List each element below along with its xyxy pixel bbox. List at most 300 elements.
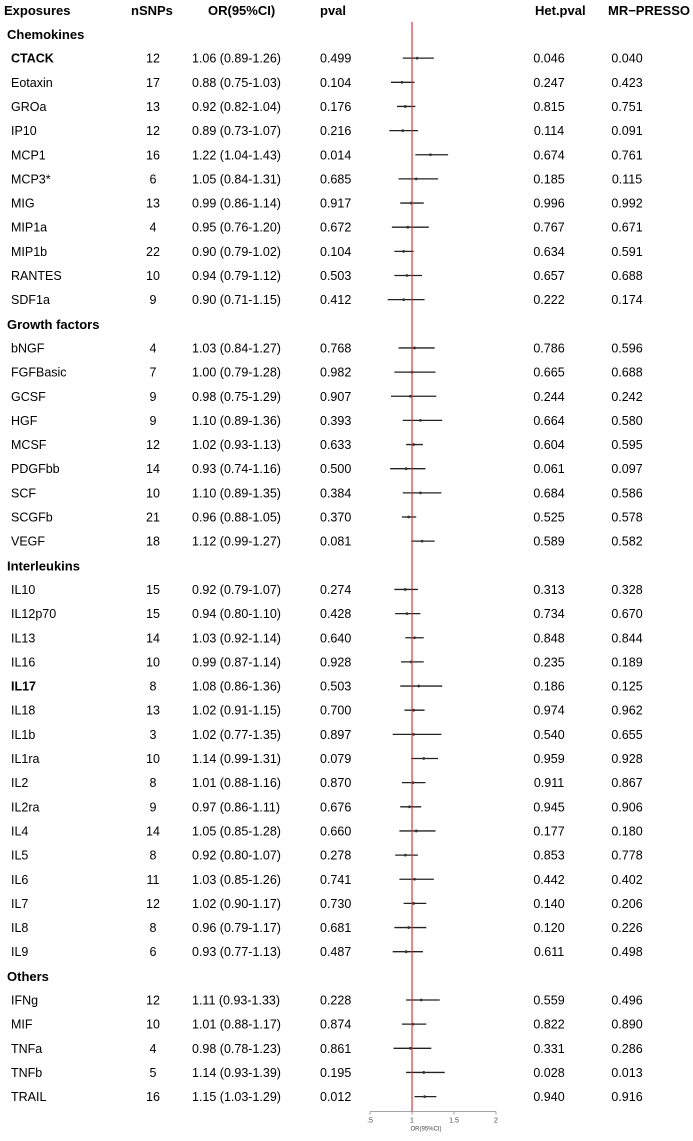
or-ci-value: 1.01 (0.88-1.17) [192, 1017, 281, 1032]
group-title: Others [7, 968, 49, 984]
point-estimate [429, 153, 432, 156]
pval-value: 0.176 [320, 99, 352, 114]
pval-value: 0.274 [320, 582, 352, 597]
het-pval-value: 0.185 [533, 172, 565, 187]
pval-value: 0.700 [320, 703, 352, 718]
or-ci-value: 1.22 (1.04-1.43) [192, 148, 281, 163]
exposure-label: CTACK [11, 51, 54, 66]
mr-presso-value: 0.226 [611, 921, 643, 936]
nsnps-value: 9 [149, 293, 157, 308]
exposure-label: IP10 [11, 124, 37, 139]
table-row [11, 172, 642, 186]
nsnps-value: 8 [149, 776, 157, 791]
or-ci-value: 0.98 (0.75-1.29) [192, 389, 281, 404]
table-row [11, 414, 643, 428]
point-estimate [415, 830, 418, 833]
het-pval-value: 0.657 [533, 269, 565, 283]
het-pval-value: 0.186 [533, 679, 565, 694]
or-ci-value: 0.97 (0.86-1.11) [192, 800, 281, 815]
table-row [11, 462, 643, 476]
nsnps-value: 13 [146, 196, 160, 211]
exposure-label: IL1b [11, 727, 36, 742]
group-title: Growth factors [7, 316, 100, 332]
point-estimate [421, 540, 424, 543]
nsnps-value: 12 [146, 896, 160, 911]
mr-presso-value: 0.189 [611, 655, 643, 670]
or-ci-value: 0.89 (0.73-1.07) [192, 124, 281, 139]
het-pval-value: 0.120 [533, 921, 565, 936]
het-pval-value: 0.442 [533, 872, 565, 887]
exposure-label: MCP1 [11, 148, 46, 163]
mr-presso-value: 0.670 [611, 607, 643, 622]
exposure-label: bNGF [11, 341, 45, 356]
table-row [11, 583, 643, 597]
mr-presso-value: 0.906 [611, 800, 643, 815]
nsnps-value: 12 [146, 438, 160, 453]
pval-value: 0.079 [320, 752, 352, 766]
exposure-label: IL8 [11, 921, 29, 936]
exposure-label: TRAIL [11, 1090, 47, 1105]
pval-value: 0.278 [320, 848, 352, 863]
point-estimate [401, 129, 404, 132]
nsnps-value: 12 [146, 993, 160, 1008]
het-pval-value: 0.996 [533, 196, 565, 211]
table-row [11, 704, 643, 718]
pval-value: 0.928 [320, 655, 352, 670]
nsnps-value: 9 [149, 389, 157, 404]
or-ci-value: 0.94 (0.79-1.12) [192, 269, 281, 283]
nsnps-value: 21 [146, 510, 160, 525]
pval-value: 0.393 [320, 413, 352, 428]
nsnps-value: 14 [146, 462, 160, 477]
nsnps-value: 9 [149, 800, 157, 815]
or-ci-value: 0.96 (0.79-1.17) [192, 921, 281, 936]
nsnps-value: 5 [149, 1065, 157, 1080]
or-ci-value: 1.02 (0.90-1.17) [192, 896, 281, 911]
exposure-label: IL13 [11, 631, 36, 646]
point-estimate [404, 588, 407, 591]
exposure-label: IL6 [11, 872, 29, 887]
point-estimate [422, 1071, 425, 1074]
het-pval-value: 0.853 [533, 848, 565, 863]
nsnps-value: 15 [146, 607, 160, 622]
x-tick-label: .5 [367, 1117, 373, 1125]
nsnps-value: 18 [146, 534, 160, 549]
x-axis [367, 1112, 498, 1133]
mr-presso-value: 0.328 [611, 582, 643, 597]
or-ci-value: 1.05 (0.85-1.28) [192, 824, 281, 839]
pval-value: 0.907 [320, 389, 352, 404]
point-estimate [402, 298, 405, 301]
pval-value: 0.685 [320, 172, 352, 187]
mr-presso-value: 0.206 [611, 896, 643, 911]
het-pval-value: 0.559 [533, 993, 565, 1008]
pval-value: 0.681 [320, 921, 352, 936]
header-row [4, 3, 690, 18]
table-body [7, 22, 643, 1112]
exposure-label: MIF [11, 1017, 33, 1032]
table-row [11, 438, 643, 452]
exposure-label: IL17 [11, 679, 37, 694]
exposure-label: IL18 [11, 703, 36, 718]
exposure-label: IL9 [11, 945, 29, 960]
table-row [11, 873, 643, 887]
or-ci-value: 0.99 (0.86-1.14) [192, 196, 281, 211]
pval-value: 0.228 [320, 993, 352, 1008]
table-row [11, 52, 643, 66]
exposure-label: Eotaxin [11, 75, 53, 90]
table-row [11, 511, 643, 525]
mr-presso-value: 0.174 [611, 293, 643, 308]
x-tick-label: 1 [410, 1117, 414, 1125]
table-row [11, 607, 643, 621]
het-pval-value: 0.786 [533, 341, 565, 356]
het-pval-value: 0.114 [533, 124, 565, 139]
table-row [11, 1018, 643, 1032]
pval-value: 0.870 [320, 776, 352, 791]
header-or: OR(95%CI) [208, 3, 276, 18]
pval-value: 0.730 [320, 896, 352, 911]
het-pval-value: 0.940 [533, 1090, 565, 1105]
mr-presso-value: 0.498 [611, 945, 643, 960]
header-exposures: Exposures [4, 3, 71, 18]
point-estimate [408, 805, 411, 808]
or-ci-value: 0.92 (0.80-1.07) [192, 848, 281, 863]
table-row [11, 293, 643, 307]
exposure-label: VEGF [11, 534, 46, 549]
nsnps-value: 8 [149, 679, 157, 694]
nsnps-value: 8 [149, 921, 157, 936]
pval-value: 0.676 [320, 800, 352, 815]
or-ci-value: 0.98 (0.78-1.23) [192, 1041, 281, 1056]
mr-presso-value: 0.423 [611, 75, 643, 90]
pval-value: 0.384 [320, 486, 352, 501]
mr-presso-value: 0.091 [611, 124, 643, 139]
het-pval-value: 0.974 [533, 703, 565, 718]
pval-value: 0.982 [320, 365, 352, 380]
or-ci-value: 0.88 (0.75-1.03) [192, 75, 281, 90]
or-ci-value: 1.02 (0.77-1.35) [192, 727, 281, 742]
table-row [11, 631, 643, 645]
table-row [11, 752, 643, 766]
mr-presso-value: 0.591 [611, 244, 643, 259]
mr-presso-value: 0.180 [611, 824, 643, 839]
point-estimate [404, 105, 407, 108]
nsnps-value: 8 [149, 848, 157, 863]
exposure-label: RANTES [11, 269, 62, 283]
exposure-label: IL2 [11, 776, 29, 791]
nsnps-value: 6 [149, 945, 157, 960]
table-row [11, 245, 643, 259]
mr-presso-value: 0.890 [611, 1017, 643, 1032]
or-ci-value: 0.92 (0.79-1.07) [192, 582, 281, 597]
pval-value: 0.012 [320, 1090, 352, 1105]
nsnps-value: 12 [146, 51, 160, 66]
nsnps-value: 16 [146, 148, 160, 163]
point-estimate [407, 516, 410, 519]
or-ci-value: 1.06 (0.89-1.26) [192, 51, 281, 66]
het-pval-value: 0.815 [533, 99, 565, 114]
nsnps-value: 17 [146, 75, 160, 90]
header-pval: pval [320, 3, 347, 18]
pval-value: 0.503 [320, 269, 352, 283]
nsnps-value: 4 [149, 1041, 157, 1056]
het-pval-value: 0.140 [533, 896, 565, 911]
or-ci-value: 1.05 (0.84-1.31) [192, 172, 281, 187]
mr-presso-value: 0.578 [611, 510, 643, 525]
mr-presso-value: 0.992 [611, 196, 643, 211]
or-ci-value: 0.93 (0.74-1.16) [192, 462, 281, 477]
mr-presso-value: 0.928 [611, 752, 643, 766]
mr-presso-value: 0.688 [611, 365, 643, 380]
or-ci-value: 1.14 (0.99-1.31) [192, 752, 281, 766]
pval-value: 0.917 [320, 196, 352, 211]
pval-value: 0.412 [320, 293, 352, 308]
nsnps-value: 4 [149, 220, 157, 235]
mr-presso-value: 0.097 [611, 462, 643, 477]
exposure-label: IL1ra [11, 752, 40, 766]
or-ci-value: 1.02 (0.91-1.15) [192, 703, 281, 718]
nsnps-value: 9 [149, 413, 157, 428]
table-row [11, 197, 643, 211]
table-row [11, 994, 643, 1008]
exposure-label: HGF [11, 413, 38, 428]
pval-value: 0.660 [320, 824, 352, 839]
mr-presso-value: 0.761 [611, 148, 643, 163]
het-pval-value: 0.664 [533, 413, 565, 428]
het-pval-value: 0.604 [533, 438, 565, 453]
het-pval-value: 0.046 [533, 51, 565, 66]
mr-presso-value: 0.586 [611, 486, 643, 501]
table-row [11, 849, 643, 863]
pval-value: 0.487 [320, 945, 352, 960]
x-tick-label: 1.5 [449, 1117, 459, 1125]
mr-presso-value: 0.496 [611, 993, 643, 1008]
header-nsnps: nSNPs [131, 3, 173, 18]
het-pval-value: 0.247 [533, 75, 565, 90]
table-row [11, 921, 643, 935]
het-pval-value: 0.525 [533, 510, 565, 525]
table-row [11, 824, 643, 838]
nsnps-value: 7 [149, 365, 157, 380]
table-row [11, 800, 643, 814]
exposure-label: IL12p70 [11, 607, 57, 622]
het-pval-value: 0.767 [533, 220, 565, 235]
exposure-label: MIP1b [11, 244, 48, 259]
het-pval-value: 0.222 [533, 293, 565, 308]
het-pval-value: 0.589 [533, 534, 565, 549]
het-pval-value: 0.331 [533, 1041, 565, 1056]
mr-presso-value: 0.867 [611, 776, 643, 791]
point-estimate [409, 395, 412, 398]
pval-value: 0.874 [320, 1017, 352, 1032]
table-row [11, 776, 643, 790]
or-ci-value: 1.00 (0.79-1.28) [192, 365, 281, 380]
point-estimate [406, 612, 409, 615]
table-row [11, 1066, 643, 1080]
point-estimate [402, 250, 405, 253]
nsnps-value: 13 [146, 703, 160, 718]
point-estimate [412, 709, 415, 712]
nsnps-value: 14 [146, 631, 160, 646]
exposure-label: SCGFb [11, 510, 53, 525]
het-pval-value: 0.684 [533, 486, 565, 501]
exposure-label: FGFBasic [11, 365, 67, 380]
nsnps-value: 10 [146, 269, 160, 283]
het-pval-value: 0.540 [533, 727, 565, 742]
or-ci-value: 1.03 (0.92-1.14) [192, 631, 281, 646]
pval-value: 0.861 [320, 1041, 352, 1056]
table-row [11, 366, 643, 380]
pval-value: 0.897 [320, 727, 352, 742]
exposure-label: IL16 [11, 655, 36, 670]
het-pval-value: 0.313 [533, 582, 565, 597]
point-estimate [412, 733, 415, 736]
het-pval-value: 0.244 [533, 389, 565, 404]
table-row [11, 100, 643, 114]
pval-value: 0.195 [320, 1065, 352, 1080]
het-pval-value: 0.848 [533, 631, 565, 646]
pval-value: 0.672 [320, 220, 352, 235]
point-estimate [419, 491, 422, 494]
exposure-label: IL4 [11, 824, 29, 839]
het-pval-value: 0.734 [533, 607, 565, 622]
nsnps-value: 10 [146, 752, 160, 766]
header-het-pval: Het.pval [535, 3, 586, 18]
or-ci-value: 0.90 (0.71-1.15) [192, 293, 281, 308]
pval-value: 0.768 [320, 341, 352, 356]
point-estimate [406, 274, 409, 277]
pval-value: 0.499 [320, 51, 352, 66]
exposure-label: MIG [11, 196, 35, 211]
or-ci-value: 1.12 (0.99-1.27) [192, 534, 281, 549]
het-pval-value: 0.177 [533, 824, 565, 839]
or-ci-value: 1.14 (0.93-1.39) [192, 1065, 281, 1080]
nsnps-value: 22 [146, 244, 160, 259]
pval-value: 0.014 [320, 148, 352, 163]
nsnps-value: 10 [146, 486, 160, 501]
group-title: Chemokines [7, 27, 85, 42]
pval-value: 0.640 [320, 631, 352, 646]
mr-presso-value: 0.286 [611, 1041, 643, 1056]
exposure-label: GCSF [11, 389, 46, 404]
mr-presso-value: 0.582 [611, 534, 643, 549]
point-estimate [401, 81, 404, 84]
table-row [11, 1090, 643, 1104]
mr-presso-value: 0.916 [611, 1090, 643, 1105]
mr-presso-value: 0.595 [611, 438, 643, 453]
nsnps-value: 6 [149, 172, 157, 187]
exposure-label: IL2ra [11, 800, 40, 815]
point-estimate [420, 999, 423, 1002]
pval-value: 0.081 [320, 534, 352, 549]
nsnps-value: 10 [146, 655, 160, 670]
exposure-label: IL5 [11, 848, 29, 863]
exposure-label: GROa [11, 99, 47, 114]
point-estimate [413, 878, 416, 881]
exposure-label: SDF1a [11, 293, 50, 308]
point-estimate [416, 57, 419, 60]
x-axis-label: OR(95%CI) [410, 1126, 442, 1133]
or-ci-value: 1.02 (0.93-1.13) [192, 438, 281, 453]
table-row [11, 897, 643, 911]
mr-presso-value: 0.580 [611, 413, 643, 428]
or-ci-value: 1.01 (0.88-1.16) [192, 776, 281, 791]
het-pval-value: 0.822 [533, 1017, 565, 1032]
pval-value: 0.428 [320, 607, 352, 622]
exposure-label: TNFb [11, 1065, 43, 1080]
mr-presso-value: 0.402 [611, 872, 643, 887]
mr-presso-value: 0.655 [611, 727, 643, 742]
nsnps-value: 3 [149, 727, 157, 742]
mr-presso-value: 0.242 [611, 389, 643, 404]
pval-value: 0.633 [320, 438, 352, 453]
or-ci-value: 0.94 (0.80-1.10) [192, 607, 281, 622]
point-estimate [404, 854, 407, 857]
exposure-label: MCSF [11, 438, 47, 453]
pval-value: 0.370 [320, 510, 352, 525]
or-ci-value: 1.03 (0.84-1.27) [192, 341, 281, 356]
mr-presso-value: 0.688 [611, 269, 643, 283]
mr-presso-value: 0.671 [611, 220, 643, 235]
exposure-label: IL7 [11, 896, 29, 911]
nsnps-value: 12 [146, 124, 160, 139]
or-ci-value: 1.10 (0.89-1.35) [192, 486, 281, 501]
het-pval-value: 0.911 [533, 776, 565, 791]
mr-presso-value: 0.125 [611, 679, 643, 694]
table-row [11, 124, 643, 138]
point-estimate [419, 419, 422, 422]
point-estimate [417, 685, 420, 688]
pval-value: 0.500 [320, 462, 352, 477]
nsnps-value: 4 [149, 341, 157, 356]
or-ci-value: 1.15 (1.03-1.29) [192, 1090, 281, 1105]
mr-presso-value: 0.844 [611, 631, 643, 646]
het-pval-value: 0.634 [533, 244, 565, 259]
table-row [11, 728, 643, 742]
het-pval-value: 0.235 [533, 655, 565, 670]
mr-presso-value: 0.751 [611, 99, 643, 114]
table-row [11, 655, 643, 669]
exposure-label: TNFa [11, 1041, 43, 1056]
point-estimate [405, 950, 408, 953]
mr-presso-value: 0.778 [611, 848, 643, 863]
nsnps-value: 10 [146, 1017, 160, 1032]
mr-presso-value: 0.962 [611, 703, 643, 718]
or-ci-value: 0.90 (0.79-1.02) [192, 244, 281, 259]
point-estimate [423, 1095, 426, 1098]
nsnps-value: 15 [146, 582, 160, 597]
nsnps-value: 11 [146, 872, 160, 887]
het-pval-value: 0.028 [533, 1065, 565, 1080]
or-ci-value: 0.96 (0.88-1.05) [192, 510, 281, 525]
table-row [11, 341, 643, 355]
het-pval-value: 0.945 [533, 800, 565, 815]
exposure-label: MIP1a [11, 220, 48, 235]
table-row [11, 76, 643, 90]
nsnps-value: 13 [146, 99, 160, 114]
mr-presso-value: 0.013 [611, 1065, 643, 1080]
pval-value: 0.741 [320, 872, 352, 887]
point-estimate [407, 926, 410, 929]
point-estimate [413, 636, 416, 639]
exposure-label: MCP3* [11, 172, 51, 187]
point-estimate [412, 443, 415, 446]
or-ci-value: 1.08 (0.86-1.36) [192, 679, 281, 694]
or-ci-value: 1.11 (0.93-1.33) [192, 993, 281, 1008]
mr-presso-value: 0.115 [611, 172, 643, 187]
or-ci-value: 0.93 (0.77-1.13) [192, 945, 281, 960]
